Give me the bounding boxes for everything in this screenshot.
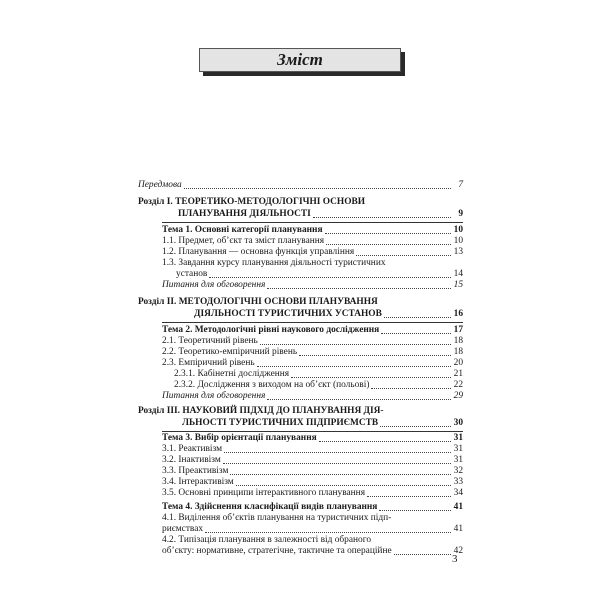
- divider: [162, 431, 463, 432]
- toc-entry-page: 31: [453, 433, 463, 443]
- toc-entry-title: 2.3. Емпіричний рівень: [162, 358, 255, 368]
- dot-leader: [267, 287, 451, 289]
- title-frame: [199, 48, 407, 78]
- toc-entry-page: 21: [453, 369, 463, 379]
- toc-entry-3-1: [162, 444, 463, 455]
- dot-leader: [371, 387, 451, 389]
- toc-entry-4-1-line-2: [162, 524, 463, 535]
- toc-entry-title: ЛЬНОСТІ ТУРИСТИЧНИХ ПІДПРИЄМСТВ: [182, 418, 379, 428]
- dot-leader: [257, 365, 451, 367]
- toc-entry-page: 42: [453, 546, 463, 556]
- toc-entry-title: ДІЯЛЬНОСТІ ТУРИСТИЧНИХ УСТАНОВ: [194, 309, 382, 319]
- dot-leader: [260, 343, 451, 345]
- toc-entry-title: 3.2. Інактивізм: [162, 455, 221, 465]
- toc-entry-title: 1.1. Предмет, об’єкт та зміст планування: [162, 236, 325, 246]
- toc-entry-3-4: [162, 477, 463, 488]
- page-title: Зміст: [199, 48, 401, 72]
- toc-entry-title: Передмова: [138, 180, 182, 190]
- toc-entry-title: Питання для обговорення: [162, 391, 266, 401]
- toc-entry-4-1-line-1: 4.1. Виділення об’єктів планування на туристичних підп-: [162, 513, 392, 523]
- toc-entry-page: 13: [453, 247, 463, 257]
- toc-entry-2-2: [162, 347, 463, 358]
- toc-entry-title: Тема 2. Методологічні рівні наукового дослідження: [162, 325, 380, 335]
- toc-entry-page: 31: [453, 444, 463, 454]
- toc-entry-2-1: [162, 336, 463, 347]
- toc-entry-page: 10: [453, 225, 463, 235]
- toc-entry-page: 16: [453, 309, 463, 319]
- toc-entry-3-5: [162, 488, 463, 499]
- dot-leader: [313, 216, 451, 218]
- dot-leader: [367, 495, 451, 497]
- toc-entry-page: 32: [453, 466, 463, 476]
- toc-entry-questions-1: [162, 280, 463, 291]
- dot-leader: [319, 440, 451, 442]
- dot-leader: [381, 332, 451, 334]
- dot-leader: [356, 254, 451, 256]
- section-3-heading-line-1: Розділ III. НАУКОВИЙ ПІДХІД ДО ПЛАНУВАННЯ ДІЯ-: [138, 406, 384, 416]
- toc-entry-title: 2.3.1. Кабінетні дослідження: [174, 369, 290, 379]
- section-2-heading-line-2: [138, 309, 463, 320]
- toc-entry-title: 3.5. Основні принципи інтерактивного планування: [162, 488, 366, 498]
- toc-entry-title: Тема 4. Здійснення класифікації видів планування: [162, 502, 378, 512]
- toc-entry-page: 7: [458, 180, 463, 190]
- toc-entry-3-2: [162, 455, 463, 466]
- dot-leader: [223, 462, 451, 464]
- dot-leader: [380, 425, 451, 427]
- section-1-heading-line-1: Розділ І. ТЕОРЕТИКО-МЕТОДОЛОГІЧНІ ОСНОВИ: [138, 197, 366, 207]
- dot-leader: [299, 354, 451, 356]
- toc-entry-page: 41: [453, 502, 463, 512]
- dot-leader: [184, 187, 451, 189]
- toc-entry-foreword: [138, 180, 463, 191]
- page-number: 3: [452, 553, 458, 565]
- divider: [162, 322, 463, 323]
- toc-entry-page: 18: [453, 336, 463, 346]
- dot-leader: [384, 316, 451, 318]
- section-3-heading-line-2: [138, 418, 463, 429]
- toc-entry-page: 31: [453, 455, 463, 465]
- toc-entry-title: 1.2. Планування — основна функція управління: [162, 247, 355, 257]
- toc-entry-title: риємствах: [162, 524, 204, 534]
- toc-entry-page: 30: [453, 418, 463, 428]
- dot-leader: [224, 451, 451, 453]
- dot-leader: [394, 553, 451, 555]
- toc-entry-title: об’єкту: нормативне, стратегічне, тактичне та операційне: [162, 546, 392, 556]
- toc-entry-title: 2.1. Теоретичний рівень: [162, 336, 258, 346]
- divider: [162, 222, 463, 223]
- toc-entry-page: 10: [453, 236, 463, 246]
- toc-entry-title: 2.2. Теоретико-емпіричний рівень: [162, 347, 298, 357]
- toc-entry-title: 3.4. Інтерактивізм: [162, 477, 234, 487]
- dot-leader: [267, 398, 451, 400]
- toc-entry-page: 29: [453, 391, 463, 401]
- toc-entry-topic-2: [162, 325, 463, 336]
- toc-entry-page: 18: [453, 347, 463, 357]
- toc-entry-1-3-line-1: 1.3. Завдання курсу планування діяльності туристичних: [162, 258, 386, 268]
- toc-entry-1-1: [162, 236, 463, 247]
- dot-leader: [291, 376, 451, 378]
- toc-entry-page: 9: [458, 209, 463, 219]
- toc-entry-title: 2.3.2. Дослідження з виходом на об’єкт (польові): [174, 380, 370, 390]
- toc-entry-page: 15: [453, 280, 463, 290]
- section-2-heading-line-1: Розділ II. МЕТОДОЛОГІЧНІ ОСНОВИ ПЛАНУВАННЯ: [138, 297, 378, 307]
- toc-entry-3-3: [162, 466, 463, 477]
- toc-entry-title: 3.3. Преактивізм: [162, 466, 229, 476]
- toc-entry-page: 20: [453, 358, 463, 368]
- toc-entry-page: 33: [453, 477, 463, 487]
- dot-leader: [326, 243, 451, 245]
- toc-entry-2-3: [162, 358, 463, 369]
- toc-entry-page: 41: [453, 524, 463, 534]
- toc-entry-page: 14: [453, 269, 463, 279]
- toc-entry-page: 34: [453, 488, 463, 498]
- toc-entry-2-3-2: [174, 380, 463, 391]
- dot-leader: [379, 509, 451, 511]
- toc-entry-title: 3.1. Реактивізм: [162, 444, 223, 454]
- toc-entry-title: ПЛАНУВАННЯ ДІЯЛЬНОСТІ: [178, 209, 311, 219]
- toc-entry-topic-1: [162, 225, 463, 236]
- toc-entry-title: Питання для обговорення: [162, 280, 266, 290]
- toc-entry-topic-4: [162, 502, 463, 513]
- toc-entry-title: Тема 1. Основні категорії планування: [162, 225, 323, 235]
- toc-entry-questions-2: [162, 391, 463, 402]
- dot-leader: [209, 276, 451, 278]
- toc-entry-1-2: [162, 247, 463, 258]
- toc-entry-4-2-line-2: [162, 546, 463, 557]
- dot-leader: [236, 484, 451, 486]
- section-1-heading-line-2: [138, 209, 463, 220]
- toc-entry-page: 22: [453, 380, 463, 390]
- toc-entry-title: установ: [176, 269, 208, 279]
- dot-leader: [205, 531, 451, 533]
- dot-leader: [230, 473, 451, 475]
- toc-entry-1-3-line-2: [162, 269, 463, 280]
- toc-entry-page: 17: [453, 325, 463, 335]
- toc-entry-4-2-line-1: 4.2. Типізація планування в залежності від обраного: [162, 535, 372, 545]
- dot-leader: [325, 232, 451, 234]
- toc-entry-2-3-1: [174, 369, 463, 380]
- toc-entry-topic-3: [162, 433, 463, 444]
- toc-entry-title: Тема 3. Вибір орієнтації планування: [162, 433, 317, 443]
